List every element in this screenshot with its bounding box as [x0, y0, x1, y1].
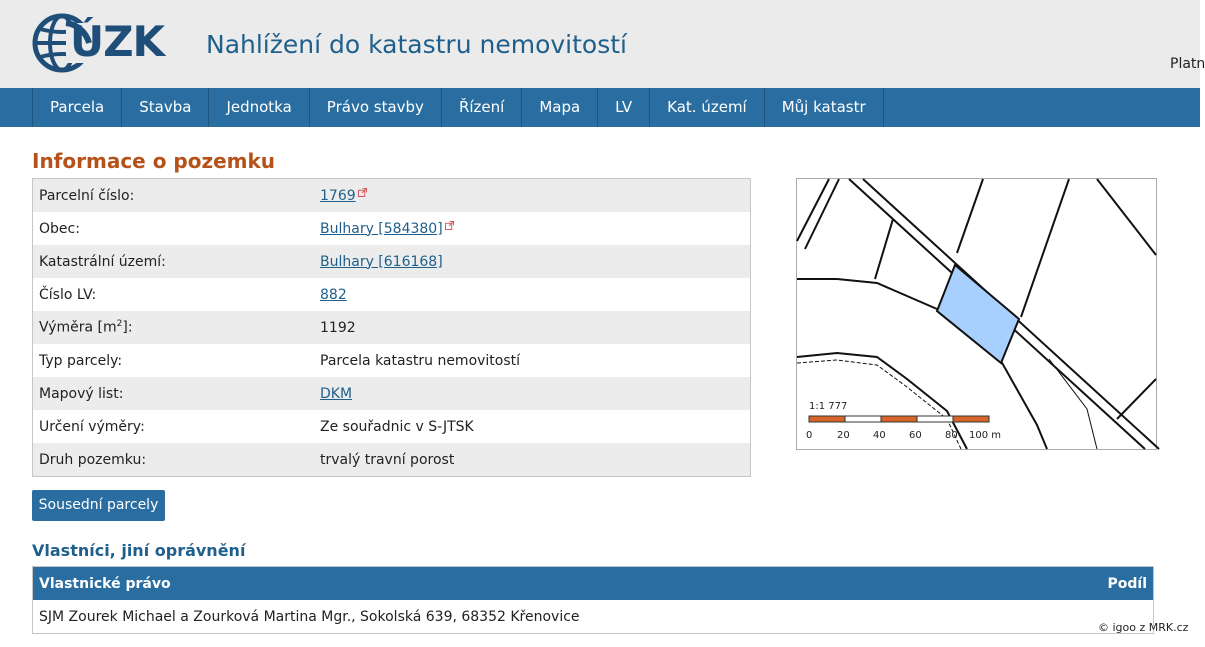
info-label: Obec: — [39, 220, 80, 237]
info-label: Číslo LV: — [39, 286, 97, 303]
neighbor-parcels-button[interactable]: Sousední parcely — [32, 490, 165, 521]
app-title: Nahlížení do katastru nemovitostí — [206, 30, 627, 59]
lv-number-link[interactable]: 882 — [320, 286, 347, 303]
parcel-type-value: Parcela katastru nemovitostí — [320, 352, 521, 369]
info-row-mapovy-list — [33, 377, 750, 410]
info-label: Druh pozemku: — [39, 451, 147, 468]
kat-uzemi-link[interactable]: Bulhary [616168] — [320, 253, 443, 270]
copyright-text: © igoo z MRK.cz — [1098, 621, 1189, 634]
table-row — [33, 600, 1153, 633]
external-link-icon — [445, 221, 454, 230]
obec-link[interactable]: Bulhary [584380] — [320, 220, 443, 237]
col-ownership-right: Vlastnické právo — [39, 575, 171, 592]
nav-item-parcela[interactable]: Parcela — [33, 88, 122, 127]
scale-tick: 80 — [945, 430, 958, 441]
scale-tick: 20 — [837, 430, 850, 441]
nav-item-mapa[interactable]: Mapa — [522, 88, 598, 127]
info-row-typ-parcely — [33, 344, 750, 377]
nav-item-jednotka[interactable]: Jednotka — [209, 88, 309, 127]
info-row-urceni-vymery — [33, 410, 750, 443]
scale-tick: 40 — [873, 430, 886, 441]
header-right-text: Platn — [1170, 56, 1205, 72]
info-row-obec — [33, 212, 750, 245]
info-title: Informace o pozemku — [32, 149, 276, 173]
logo-text: ÚZK — [70, 17, 165, 66]
nav-item-kat-uzemi[interactable]: Kat. území — [650, 88, 765, 127]
map-scale-ratio: 1:1 777 — [809, 401, 848, 412]
info-row-lv — [33, 278, 750, 311]
map-sheet-link[interactable]: DKM — [320, 385, 353, 402]
info-label: Katastrální území: — [39, 253, 166, 270]
area-determination-value: Ze souřadnic v S-JTSK — [320, 418, 474, 435]
nav-item-rizeni[interactable]: Řízení — [442, 88, 522, 127]
parcel-map[interactable] — [796, 178, 1157, 450]
nav-item-pravo-stavby[interactable]: Právo stavby — [310, 88, 442, 127]
header — [0, 0, 1205, 88]
info-row-parcel-number — [33, 179, 750, 212]
info-label: Typ parcely: — [39, 352, 123, 369]
owner-name: SJM Zourek Michael a Zourková Martina Mgr., Sokolská 639, 68352 Křenovice — [39, 608, 580, 625]
info-row-vymera — [33, 311, 750, 344]
cuzk-logo[interactable] — [32, 13, 200, 73]
owners-title: Vlastníci, jiní oprávnění — [32, 541, 246, 560]
scale-tick: 60 — [909, 430, 922, 441]
nav-item-lv[interactable]: LV — [598, 88, 650, 127]
area-value: 1192 — [320, 319, 356, 336]
external-link-icon — [358, 188, 367, 197]
main-nav — [0, 88, 1200, 127]
scale-tick: 0 — [806, 430, 813, 441]
nav-item-stavba[interactable]: Stavba — [122, 88, 209, 127]
owners-table-header — [33, 567, 1153, 600]
scale-tick: 100 m — [969, 430, 1002, 441]
info-label: Mapový list: — [39, 385, 124, 402]
cadastral-map-icon — [797, 179, 1156, 449]
land-type-value: trvalý travní porost — [320, 451, 455, 468]
info-label: Výměra $[m^2]$: — [39, 319, 133, 336]
parcel-info-table — [32, 178, 751, 477]
info-label: Parcelní číslo: — [39, 187, 135, 204]
info-row-druh-pozemku — [33, 443, 750, 476]
nav-item-muj-katastr[interactable]: Můj katastr — [765, 88, 884, 127]
info-label: Určení výměry: — [39, 418, 145, 435]
info-row-kat-uzemi — [33, 245, 750, 278]
col-share: Podíl — [1107, 575, 1147, 592]
parcel-number-link[interactable]: 1769 — [320, 187, 356, 204]
owners-table — [32, 566, 1154, 634]
